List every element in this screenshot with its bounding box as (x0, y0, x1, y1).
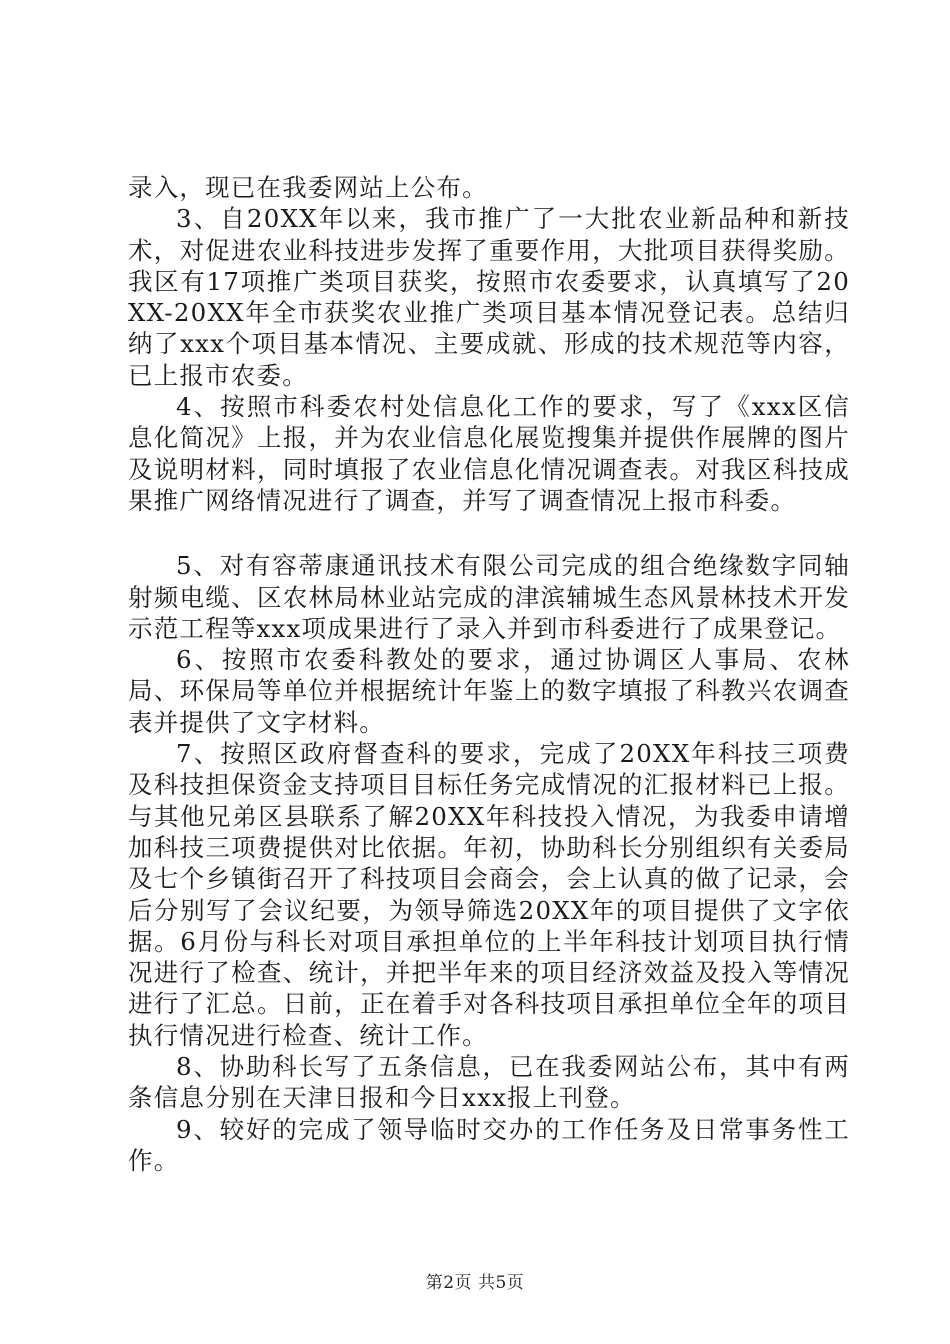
paragraph-item-3: 3、自20XX年以来，我市推广了一大批农业新品种和新技术，对促进农业科技进步发挥了重要作用，大批项目获得奖励。我区有17项推广类项目获奖，按照市农委要求，认真填写了20XX-20XX年全市获奖农业推广类项目基本情况登记表。总结归纳了xxx个项目基本情况、主要成就、形成的技术规范等内容，已上报市农委。 (128, 204, 850, 390)
paragraph-item-8: 8、协助科长写了五条信息，已在我委网站公布，其中有两条信息分别在天津日报和今日xxx报上刊登。 (128, 1052, 850, 1113)
paragraph-continuation: 录入，现已在我委网站上公布。 (128, 173, 488, 202)
document-body (128, 172, 850, 1176)
paragraph-item-6: 6、按照市农委科教处的要求，通过协调区人事局、农林局、环保局等单位并根据统计年鉴上的数字填报了科教兴农调查表并提供了文字材料。 (128, 645, 850, 737)
page-number-footer: 第2页 共5页 (425, 1273, 525, 1293)
paragraph-item-9: 9、较好的完成了领导临时交办的工作任务及日常事务性工作。 (128, 1114, 850, 1175)
paragraph-spacer (128, 516, 850, 550)
paragraph-item-4: 4、按照市科委农村处信息化工作的要求，写了《xxx区信息化简况》上报，并为农业信息化展览搜集并提供作展牌的图片及说明材料，同时填报了农业信息化情况调查表。对我区科技成果推广网络情况进行了调查，并写了调查情况上报市科委。 (128, 392, 850, 515)
paragraph-item-7: 7、按照区政府督查科的要求，完成了20XX年科技三项费及科技担保资金支持项目目标任务完成情况的汇报材料已上报。与其他兄弟区县联系了解20XX年科技投入情况，为我委申请增加科技三项费提供对比依据。年初，协助科长分别组织有关委局及七个乡镇街召开了科技项目会商会，会上认真的做了记录，会后分别写了会议纪要，为领导筛选20XX年的项目提供了文字依据。6月份与科长对项目承担单位的上半年科技计划项目执行情况进行了检查、统计，并把半年来的项目经济效益及投入等情况进行了汇总。日前，正在着手对各科技项目承担单位全年的项目执行情况进行检查、统计工作。 (128, 739, 850, 1050)
paragraph-item-5: 5、对有容蒂康通讯技术有限公司完成的组合绝缘数字同轴射频电缆、区农林局林业站完成的津滨辅城生态风景林技术开发示范工程等xxx项成果进行了录入并到市科委进行了成果登记。 (128, 551, 850, 643)
